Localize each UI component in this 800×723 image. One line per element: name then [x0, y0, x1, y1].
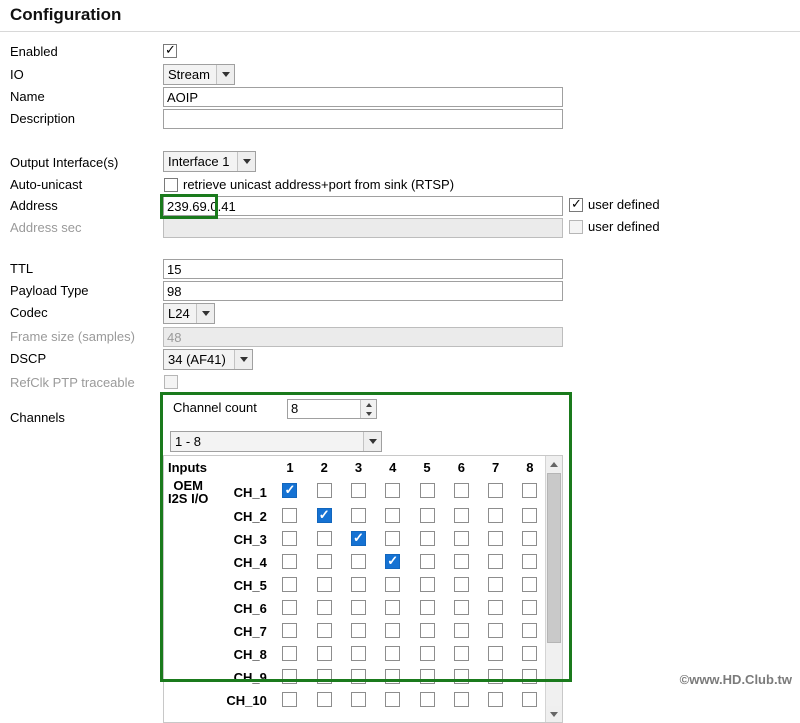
matrix-checkbox-ch_3-8[interactable]	[522, 531, 537, 546]
matrix-checkbox-ch_1-3[interactable]	[351, 483, 366, 498]
chevron-down-icon	[196, 304, 214, 323]
matrix-cell[interactable]	[513, 597, 547, 620]
matrix-cell[interactable]	[341, 528, 375, 551]
matrix-cell[interactable]	[444, 528, 478, 551]
matrix-cell[interactable]	[341, 620, 375, 643]
matrix-checkbox-ch_1-5[interactable]	[420, 483, 435, 498]
matrix-checkbox-ch_5-2[interactable]	[317, 577, 332, 592]
refclk-checkbox-box	[164, 375, 178, 389]
matrix-checkbox-ch_9-2[interactable]	[317, 669, 332, 684]
matrix-checkbox-ch_7-8[interactable]	[522, 623, 537, 638]
ttl-input[interactable]	[163, 259, 563, 279]
matrix-cell[interactable]	[513, 689, 547, 712]
matrix-cell[interactable]	[478, 597, 512, 620]
matrix-cell[interactable]	[513, 551, 547, 574]
matrix-cell[interactable]	[513, 643, 547, 666]
matrix-checkbox-ch_6-2[interactable]	[317, 600, 332, 615]
address-sec-user-defined-box	[569, 220, 583, 234]
auto-unicast-label: Auto-unicast	[10, 177, 83, 192]
matrix-checkbox-ch_3-1[interactable]	[282, 531, 297, 546]
matrix-checkbox-ch_2-7[interactable]	[488, 508, 503, 523]
matrix-cell[interactable]	[376, 666, 410, 689]
group-label-cell	[164, 551, 212, 574]
matrix-checkbox-ch_8-3[interactable]	[351, 646, 366, 661]
matrix-cell[interactable]	[513, 574, 547, 597]
matrix-checkbox-ch_10-7[interactable]	[488, 692, 503, 707]
row-label-ch_3: CH_3	[233, 532, 267, 547]
matrix-checkbox-ch_6-7[interactable]	[488, 600, 503, 615]
matrix-checkbox-ch_7-2[interactable]	[317, 623, 332, 638]
matrix-cell[interactable]	[341, 689, 375, 712]
matrix-cell[interactable]	[273, 689, 307, 712]
matrix-checkbox-ch_5-5[interactable]	[420, 577, 435, 592]
matrix-cell[interactable]	[273, 574, 307, 597]
address-user-defined-checkbox[interactable]	[569, 197, 660, 212]
matrix-cell[interactable]	[341, 479, 375, 505]
table-row	[164, 643, 547, 666]
description-label: Description	[10, 111, 76, 126]
matrix-cell[interactable]	[513, 666, 547, 689]
codec-select[interactable]	[163, 303, 215, 324]
channel-matrix-table	[164, 456, 547, 712]
matrix-cell[interactable]	[273, 620, 307, 643]
dscp-label: DSCP	[10, 351, 47, 366]
matrix-cell[interactable]	[478, 479, 512, 505]
matrix-checkbox-ch_3-4[interactable]	[385, 531, 400, 546]
dscp-select-value: 34 (AF41)	[168, 352, 226, 367]
matrix-cell[interactable]	[478, 574, 512, 597]
matrix-cell[interactable]	[307, 505, 341, 528]
matrix-cell[interactable]	[444, 666, 478, 689]
matrix-checkbox-ch_4-2[interactable]	[317, 554, 332, 569]
matrix-checkbox-ch_7-7[interactable]	[488, 623, 503, 638]
matrix-cell[interactable]	[273, 528, 307, 551]
matrix-checkbox-ch_1-7[interactable]	[488, 483, 503, 498]
matrix-cell[interactable]	[376, 479, 410, 505]
matrix-checkbox-ch_8-6[interactable]	[454, 646, 469, 661]
address-sec-user-defined-label: user defined	[588, 219, 660, 234]
row-label-ch_2: CH_2	[233, 509, 267, 524]
table-row	[164, 505, 547, 528]
matrix-checkbox-ch_7-3[interactable]	[351, 623, 366, 638]
matrix-cell[interactable]	[376, 620, 410, 643]
matrix-checkbox-ch_8-8[interactable]	[522, 646, 537, 661]
row-label-ch_10: CH_10	[226, 693, 267, 708]
channel-count-spin-buttons[interactable]	[360, 400, 376, 418]
col-header-4: 4	[389, 460, 397, 475]
matrix-checkbox-ch_9-4[interactable]	[385, 669, 400, 684]
matrix-checkbox-ch_4-1[interactable]	[282, 554, 297, 569]
col-header-1: 1	[286, 460, 294, 475]
matrix-checkbox-ch_6-8[interactable]	[522, 600, 537, 615]
matrix-checkbox-ch_5-7[interactable]	[488, 577, 503, 592]
row-label-ch_7: CH_7	[233, 624, 267, 639]
channel-matrix[interactable]	[163, 455, 563, 723]
channel-count-label: Channel count	[173, 400, 257, 415]
matrix-cell[interactable]	[307, 479, 341, 505]
spin-down-icon[interactable]	[361, 409, 376, 418]
matrix-cell[interactable]	[444, 574, 478, 597]
matrix-cell[interactable]	[273, 643, 307, 666]
matrix-cell[interactable]	[341, 551, 375, 574]
group-label-cell	[164, 574, 212, 597]
matrix-cell[interactable]	[341, 505, 375, 528]
matrix-checkbox-ch_10-1[interactable]	[282, 692, 297, 707]
spin-up-icon[interactable]	[361, 400, 376, 409]
table-row	[164, 689, 547, 712]
group-label-cell	[164, 620, 212, 643]
matrix-cell[interactable]	[376, 597, 410, 620]
address-sec-label: Address sec	[10, 220, 82, 235]
table-row	[164, 620, 547, 643]
address-input[interactable]	[163, 196, 563, 216]
auto-unicast-checkbox-box	[164, 178, 178, 192]
group-label-line2: I2S I/O	[167, 491, 209, 506]
frame-size-input[interactable]	[163, 327, 563, 347]
matrix-cell[interactable]	[273, 597, 307, 620]
table-row	[164, 479, 547, 505]
channel-count-value: 8	[291, 401, 299, 416]
frame-size-label: Frame size (samples)	[10, 329, 135, 344]
inputs-header: Inputs	[168, 460, 207, 475]
name-input[interactable]	[163, 87, 563, 107]
matrix-cell[interactable]	[410, 597, 444, 620]
description-input[interactable]	[163, 109, 563, 129]
matrix-checkbox-ch_5-4[interactable]	[385, 577, 400, 592]
matrix-cell[interactable]	[307, 551, 341, 574]
address-user-defined-box	[569, 198, 583, 212]
ttl-label: TTL	[10, 261, 34, 276]
col-header-7: 7	[491, 460, 500, 475]
matrix-checkbox-ch_3-5[interactable]	[420, 531, 435, 546]
col-header-2: 2	[320, 460, 328, 475]
matrix-checkbox-ch_2-3[interactable]	[351, 508, 366, 523]
matrix-cell[interactable]	[444, 620, 478, 643]
matrix-cell[interactable]	[478, 643, 512, 666]
matrix-cell[interactable]	[307, 528, 341, 551]
matrix-checkbox-ch_10-2[interactable]	[317, 692, 332, 707]
address-sec-user-defined-checkbox[interactable]	[569, 219, 660, 234]
chevron-down-icon	[237, 152, 255, 171]
col-header-8: 8	[526, 460, 534, 475]
channel-matrix-scrollbar[interactable]	[545, 456, 562, 722]
io-label: IO	[10, 67, 24, 82]
matrix-checkbox-ch_4-3[interactable]	[351, 554, 366, 569]
matrix-cell[interactable]	[273, 551, 307, 574]
matrix-cell[interactable]	[307, 643, 341, 666]
codec-label: Codec	[10, 305, 48, 320]
matrix-cell[interactable]	[478, 620, 512, 643]
name-label: Name	[10, 89, 45, 104]
matrix-checkbox-ch_4-6[interactable]	[454, 554, 469, 569]
matrix-cell[interactable]	[478, 689, 512, 712]
channels-label: Channels	[10, 410, 65, 425]
matrix-checkbox-ch_1-4[interactable]	[385, 483, 400, 498]
matrix-cell[interactable]	[376, 574, 410, 597]
matrix-cell[interactable]	[307, 620, 341, 643]
chevron-down-icon	[216, 65, 234, 84]
group-label-cell	[164, 597, 212, 620]
chevron-down-icon	[363, 432, 381, 451]
matrix-cell[interactable]	[376, 643, 410, 666]
matrix-checkbox-ch_2-6[interactable]	[454, 508, 469, 523]
codec-select-value: L24	[168, 306, 190, 321]
matrix-cell[interactable]	[341, 597, 375, 620]
matrix-checkbox-ch_9-5[interactable]	[420, 669, 435, 684]
table-row	[164, 597, 547, 620]
matrix-cell[interactable]	[410, 528, 444, 551]
row-label-ch_5: CH_5	[233, 578, 267, 593]
channel-matrix-header-row	[164, 456, 547, 479]
matrix-checkbox-ch_4-4[interactable]	[385, 554, 400, 569]
matrix-checkbox-ch_2-8[interactable]	[522, 508, 537, 523]
matrix-checkbox-ch_6-3[interactable]	[351, 600, 366, 615]
enabled-label: Enabled	[10, 44, 58, 59]
matrix-cell[interactable]	[410, 620, 444, 643]
group-label-cell	[164, 505, 212, 528]
matrix-checkbox-ch_10-8[interactable]	[522, 692, 537, 707]
matrix-checkbox-ch_9-7[interactable]	[488, 669, 503, 684]
matrix-cell[interactable]	[444, 505, 478, 528]
matrix-checkbox-ch_7-1[interactable]	[282, 623, 297, 638]
matrix-checkbox-ch_9-1[interactable]	[282, 669, 297, 684]
row-label-ch_1: CH_1	[233, 484, 267, 500]
dscp-select[interactable]	[163, 349, 253, 370]
matrix-checkbox-ch_1-8[interactable]	[522, 483, 537, 498]
matrix-cell[interactable]	[410, 505, 444, 528]
matrix-cell[interactable]	[307, 574, 341, 597]
matrix-checkbox-ch_3-6[interactable]	[454, 531, 469, 546]
matrix-checkbox-ch_8-1[interactable]	[282, 646, 297, 661]
matrix-cell[interactable]	[341, 666, 375, 689]
matrix-checkbox-ch_2-1[interactable]	[282, 508, 297, 523]
col-header-3: 3	[354, 460, 363, 475]
enabled-checkbox[interactable]	[163, 44, 177, 61]
table-row	[164, 574, 547, 597]
matrix-checkbox-ch_9-3[interactable]	[351, 669, 366, 684]
io-select-value: Stream	[168, 67, 210, 82]
enabled-checkbox-box	[163, 44, 177, 58]
matrix-checkbox-ch_10-6[interactable]	[454, 692, 469, 707]
group-label-cell	[164, 666, 212, 689]
matrix-cell[interactable]	[273, 479, 307, 505]
matrix-cell[interactable]	[273, 666, 307, 689]
matrix-cell[interactable]	[513, 479, 547, 505]
row-label-ch_6: CH_6	[233, 601, 267, 616]
matrix-checkbox-ch_5-8[interactable]	[522, 577, 537, 592]
matrix-checkbox-ch_9-8[interactable]	[522, 669, 537, 684]
output-interface-select[interactable]	[163, 151, 256, 172]
matrix-cell[interactable]	[376, 551, 410, 574]
col-header-5: 5	[423, 460, 431, 475]
table-row	[164, 551, 547, 574]
matrix-checkbox-ch_10-5[interactable]	[420, 692, 435, 707]
matrix-checkbox-ch_3-2[interactable]	[317, 531, 332, 546]
matrix-checkbox-ch_6-1[interactable]	[282, 600, 297, 615]
auto-unicast-checkbox-label: retrieve unicast address+port from sink (RTSP)	[183, 177, 455, 192]
matrix-checkbox-ch_7-4[interactable]	[385, 623, 400, 638]
row-label-ch_4: CH_4	[233, 555, 267, 570]
group-label-cell	[164, 643, 212, 666]
table-row	[164, 666, 547, 689]
matrix-checkbox-ch_6-4[interactable]	[385, 600, 400, 615]
address-label: Address	[10, 198, 58, 213]
matrix-checkbox-ch_6-5[interactable]	[420, 600, 435, 615]
matrix-cell[interactable]	[513, 528, 547, 551]
matrix-checkbox-ch_4-5[interactable]	[420, 554, 435, 569]
matrix-checkbox-ch_4-7[interactable]	[488, 554, 503, 569]
refclk-label: RefClk PTP traceable	[10, 375, 135, 390]
auto-unicast-checkbox[interactable]	[164, 177, 454, 192]
matrix-checkbox-ch_10-3[interactable]	[351, 692, 366, 707]
group-label-cell	[164, 479, 212, 505]
matrix-checkbox-ch_6-6[interactable]	[454, 600, 469, 615]
matrix-cell[interactable]	[376, 505, 410, 528]
matrix-checkbox-ch_1-1[interactable]	[282, 483, 297, 498]
matrix-checkbox-ch_5-3[interactable]	[351, 577, 366, 592]
matrix-cell[interactable]	[478, 666, 512, 689]
matrix-checkbox-ch_8-4[interactable]	[385, 646, 400, 661]
matrix-cell[interactable]	[444, 643, 478, 666]
title-divider	[0, 31, 800, 32]
matrix-checkbox-ch_8-2[interactable]	[317, 646, 332, 661]
matrix-checkbox-ch_5-6[interactable]	[454, 577, 469, 592]
channel-range-value: 1 - 8	[175, 434, 202, 449]
matrix-checkbox-ch_7-6[interactable]	[454, 623, 469, 638]
matrix-checkbox-ch_1-2[interactable]	[317, 483, 332, 498]
matrix-checkbox-ch_4-8[interactable]	[522, 554, 537, 569]
matrix-checkbox-ch_8-7[interactable]	[488, 646, 503, 661]
matrix-cell[interactable]	[513, 620, 547, 643]
channel-range-select[interactable]	[170, 431, 382, 452]
matrix-checkbox-ch_9-6[interactable]	[454, 669, 469, 684]
matrix-cell[interactable]	[376, 528, 410, 551]
matrix-cell[interactable]	[341, 574, 375, 597]
matrix-checkbox-ch_2-5[interactable]	[420, 508, 435, 523]
scroll-down-icon[interactable]	[546, 706, 562, 722]
matrix-checkbox-ch_8-5[interactable]	[420, 646, 435, 661]
address-user-defined-label: user defined	[588, 197, 660, 212]
matrix-checkbox-ch_10-4[interactable]	[385, 692, 400, 707]
scroll-up-icon[interactable]	[546, 456, 562, 472]
scrollbar-thumb[interactable]	[547, 473, 561, 643]
matrix-cell[interactable]	[478, 551, 512, 574]
matrix-cell[interactable]	[444, 551, 478, 574]
table-row	[164, 528, 547, 551]
matrix-cell[interactable]	[307, 597, 341, 620]
matrix-cell[interactable]	[273, 505, 307, 528]
group-label-cell	[164, 689, 212, 712]
io-select[interactable]	[163, 64, 235, 85]
matrix-checkbox-ch_1-6[interactable]	[454, 483, 469, 498]
matrix-cell[interactable]	[410, 574, 444, 597]
matrix-checkbox-ch_2-4[interactable]	[385, 508, 400, 523]
matrix-cell[interactable]	[444, 597, 478, 620]
matrix-cell[interactable]	[513, 505, 547, 528]
group-label-line1: OEM	[173, 478, 203, 493]
matrix-cell[interactable]	[410, 479, 444, 505]
refclk-checkbox[interactable]	[164, 375, 178, 392]
matrix-cell[interactable]	[478, 505, 512, 528]
matrix-cell[interactable]	[410, 643, 444, 666]
matrix-checkbox-ch_2-2[interactable]	[317, 508, 332, 523]
matrix-cell[interactable]	[410, 666, 444, 689]
group-label-cell	[164, 528, 212, 551]
matrix-cell[interactable]	[478, 528, 512, 551]
output-interface-value: Interface 1	[168, 154, 230, 169]
payload-type-input[interactable]	[163, 281, 563, 301]
chevron-down-icon	[234, 350, 252, 369]
row-label-ch_9: CH_9	[233, 670, 267, 685]
row-label-ch_8: CH_8	[233, 647, 267, 662]
matrix-cell[interactable]	[410, 551, 444, 574]
matrix-cell[interactable]	[376, 689, 410, 712]
col-header-6: 6	[457, 460, 465, 475]
matrix-checkbox-ch_5-1[interactable]	[282, 577, 297, 592]
matrix-cell[interactable]	[444, 689, 478, 712]
matrix-cell[interactable]	[307, 689, 341, 712]
page-title: Configuration	[10, 5, 122, 24]
matrix-checkbox-ch_3-3[interactable]	[351, 531, 366, 546]
watermark: ©www.HD.Club.tw	[679, 672, 792, 687]
output-interfaces-label: Output Interface(s)	[10, 155, 119, 170]
matrix-cell[interactable]	[341, 643, 375, 666]
channel-count-stepper[interactable]	[287, 399, 377, 419]
payload-type-label: Payload Type	[10, 283, 89, 298]
matrix-cell[interactable]	[307, 666, 341, 689]
matrix-checkbox-ch_7-5[interactable]	[420, 623, 435, 638]
matrix-cell[interactable]	[410, 689, 444, 712]
address-sec-input[interactable]	[163, 218, 563, 238]
matrix-checkbox-ch_3-7[interactable]	[488, 531, 503, 546]
channel-matrix-body	[164, 479, 547, 712]
matrix-cell[interactable]	[444, 479, 478, 505]
